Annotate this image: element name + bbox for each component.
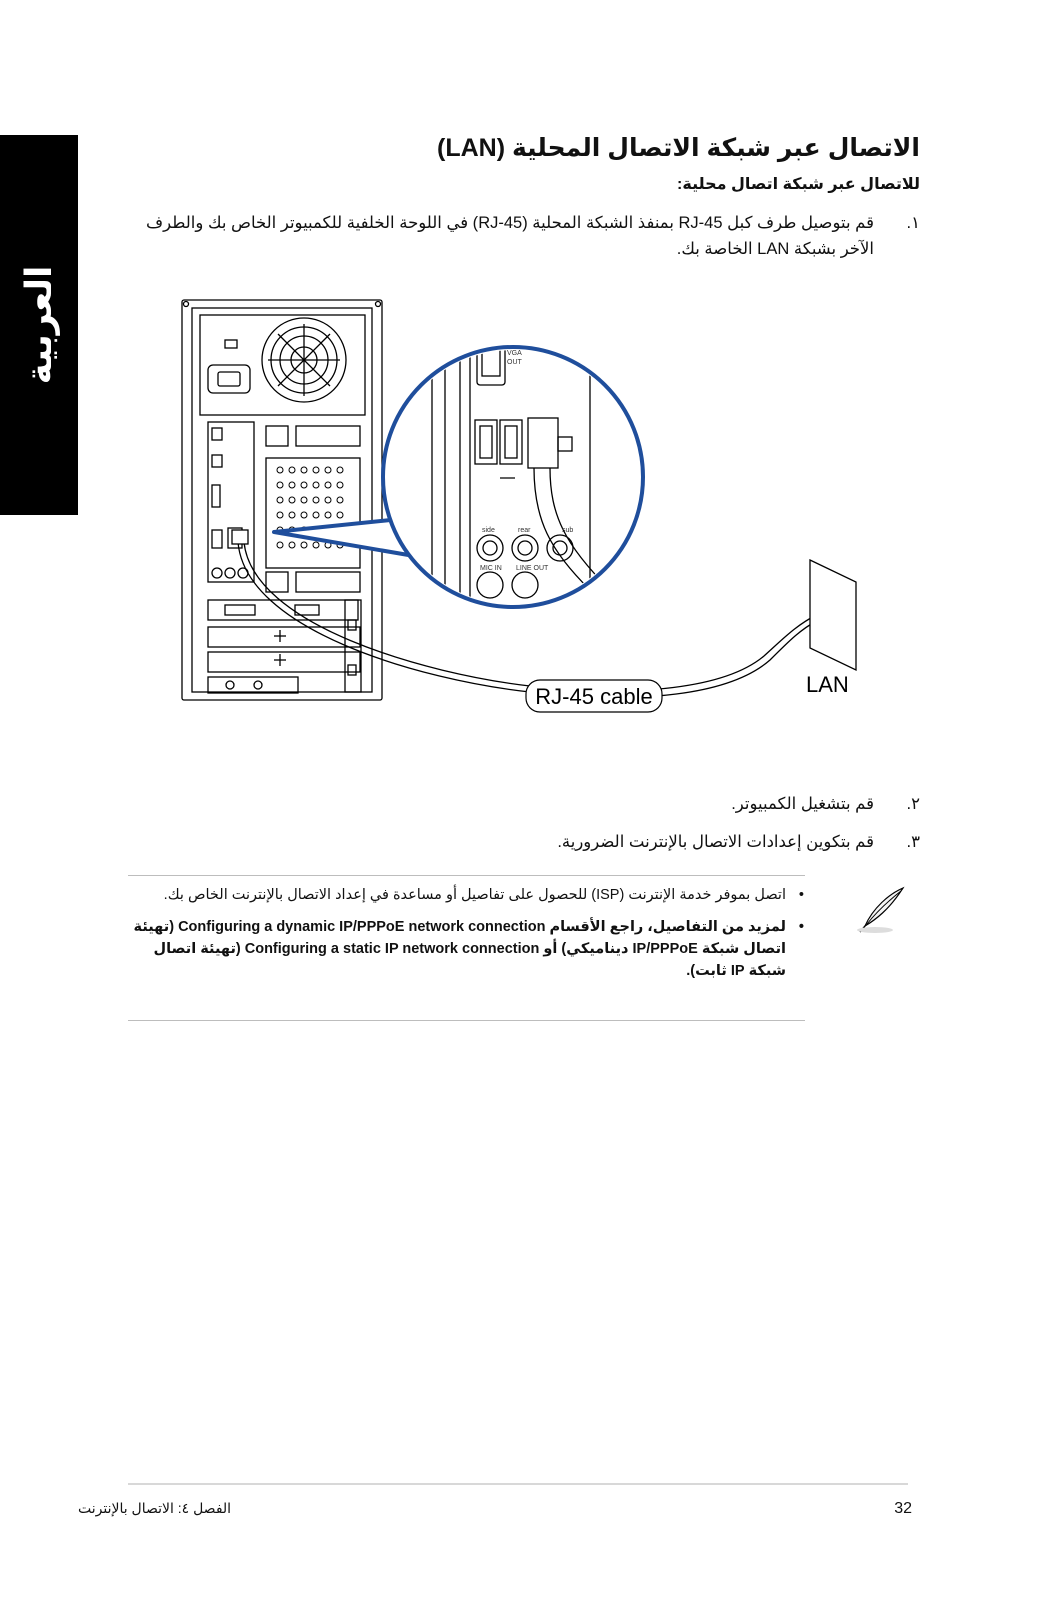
step-2 [120,791,920,817]
lan-label: LAN [806,672,849,697]
bullet-icon: • [798,919,804,935]
step-number: ١. [906,214,920,232]
vga-label: VGA [507,350,522,357]
wall-lan-socket [810,560,856,740]
page-number: 32 [894,1500,912,1517]
feather-note-icon [853,884,911,936]
out-label: OUT [507,359,522,366]
note-top-divider [128,875,805,876]
step-text: قم بتوصيل طرف كبل RJ-45 بمنفذ الشبكة المحلية (RJ-45) في اللوحة الخلفية للكمبيوتر الخاص بك والطرف الآخر بشبكة LAN الخاصة بك. [146,214,874,258]
rear-label: rear [518,527,531,534]
note-text: لمزيد من التفاصيل، راجع الأقسام Configuring a dynamic IP/PPPoE network connection (تهيئة اتصال شبكة IP/PPPoE ديناميكي) أو Configuring a static IP network connection (تهيئة اتصال شبكة IP ثابت). [133,919,786,979]
note-item [128,916,804,982]
bullet-icon: • [798,887,804,903]
line-out-label: LINE OUT [516,565,549,572]
sub-label: sub [562,527,574,534]
step-1 [120,210,920,262]
pc-rear-panel [182,300,382,700]
language-tab-label: العربية [18,265,59,385]
footer-divider [128,1483,908,1485]
note-list [128,884,804,992]
section-subtitle: للاتصال عبر شبكة اتصال محلية: [677,176,920,193]
language-side-tab [0,135,78,515]
page-title: الاتصال عبر شبكة الاتصال المحلية (LAN) [437,134,920,162]
side-label: side [482,527,495,534]
step-text: قم بتكوين إعدادات الاتصال بالإنترنت الضرورية. [557,833,874,851]
note-text: اتصل بموفر خدمة الإنترنت (ISP) للحصول على تفاصيل أو مساعدة في إعداد الاتصال بالإنترنت الخاص بك. [163,887,786,903]
zoom-circle [383,335,643,635]
lan-connection-illustration [170,290,890,740]
note-item [128,884,804,906]
step-number: ٢. [906,795,920,813]
footer-chapter: الفصل ٤: الاتصال بالإنترنت [78,1500,232,1516]
step-number: ٣. [906,833,920,851]
step-3 [120,829,920,855]
step-text: قم بتشغيل الكمبيوتر. [731,795,874,813]
cable-label: RJ-45 cable [535,684,653,709]
mic-in-label: MIC IN [480,565,502,572]
note-bottom-divider [128,1020,805,1021]
